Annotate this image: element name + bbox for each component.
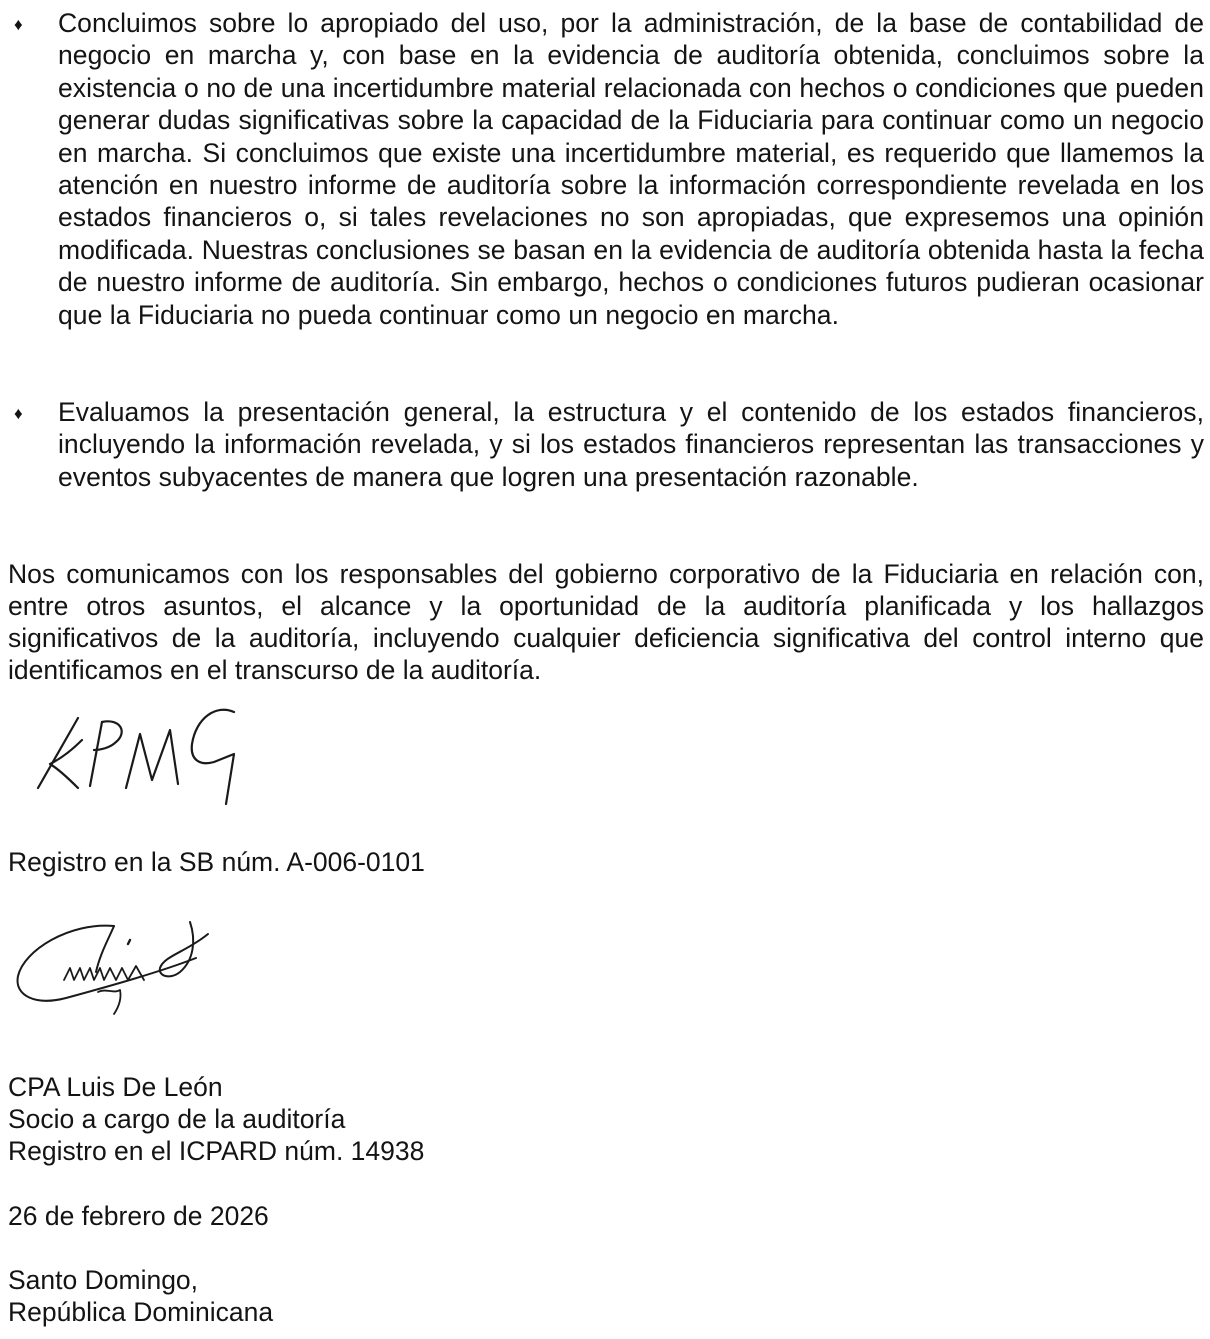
kpmg-signature [20, 700, 260, 810]
bullet-going-concern [8, 7, 1204, 331]
signatory-registration: Registro en el ICPARD núm. 14938 [8, 1136, 425, 1166]
firm-registration: Registro en la SB núm. A-006-0101 [8, 847, 425, 877]
bullet-presentation [8, 396, 1204, 493]
signatory-name: CPA Luis De León [8, 1072, 223, 1102]
signatory-role: Socio a cargo de la auditoría [8, 1104, 346, 1134]
closing-paragraph: Nos comunicamos con los responsables del gobierno corporativo de la Fiduciaria en relación con, entre otros asuntos, el alcance y la oportunidad de la auditoría planificada y los hallazgos significativos de la auditoría, incluyendo cualquier deficiencia significativa del control interno que identificamos en el transcurso de la auditoría. [8, 559, 1204, 685]
location-city: Santo Domingo, [8, 1265, 199, 1295]
report-date: 26 de febrero de 2026 [8, 1201, 269, 1231]
diamond-bullet-icon: ♦ [14, 15, 23, 34]
partner-signature [10, 910, 210, 1020]
bullet-going-concern-text: Concluimos sobre lo apropiado del uso, por la administración, de la base de contabilidad de negocio en marcha y, con base en la evidencia de auditoría obtenida, concluimos sobre la existencia o no de una incertidumbre material relacionada con hechos o condiciones que pueden generar dudas significativas sobre la capacidad de la Fiduciaria para continuar como un negocio en marcha. Si concluimos que existe una incertidumbre material, es requerido que llamemos la atención en nuestro informe de auditoría sobre la información correspondiente revelada en los estados financieros o, si tales revelaciones no son apropiadas, que expresemos una opinión modificada. Nuestras conclusiones se basan en la evidencia de auditoría obtenida hasta la fecha de nuestro informe de auditoría. Sin embargo, hechos o condiciones futuros pudieran ocasionar que la Fiduciaria no pueda continuar como un negocio en marcha. [58, 8, 1204, 330]
location-country: República Dominicana [8, 1297, 274, 1327]
bullet-presentation-text: Evaluamos la presentación general, la estructura y el contenido de los estados financieros, incluyendo la información revelada, y si los estados financieros representan las transacciones y eventos subyacentes de manera que logren una presentación razonable. [58, 397, 1204, 492]
diamond-bullet-icon: ♦ [14, 404, 23, 423]
